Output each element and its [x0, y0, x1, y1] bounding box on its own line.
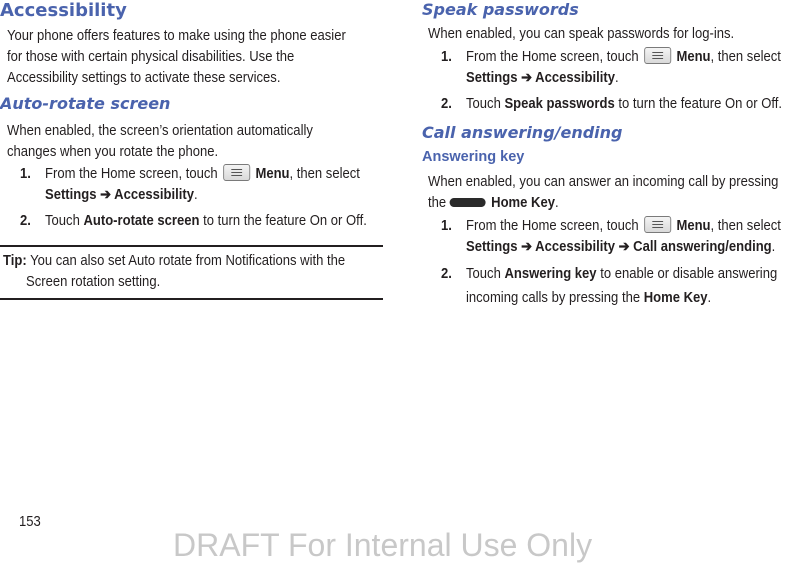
step-1-text: [466, 47, 781, 89]
description-line: changes when you rotate the phone.: [7, 144, 219, 160]
tip-label: Tip:: [3, 253, 27, 269]
step-text: to turn the feature On or Off.: [203, 213, 367, 229]
option-name: Answering key: [504, 266, 597, 282]
description-text: .: [554, 195, 559, 211]
description-line: When enabled, the screen’s orientation automatically: [7, 123, 313, 139]
tip-top-rule: [0, 245, 383, 247]
step-1: [441, 216, 452, 237]
page-title: Accessibility: [0, 0, 127, 21]
step-2-text: [466, 264, 777, 309]
description-text: the: [428, 195, 447, 211]
subsection-heading-answering-key: Answering key: [422, 149, 525, 165]
menu-label: Menu: [255, 166, 290, 182]
tip-text: Screen rotation setting.: [26, 274, 161, 290]
step-text: From the Home screen, touch: [466, 49, 639, 65]
home-key-label: Home Key: [643, 290, 708, 306]
step-number: 2.: [20, 213, 31, 229]
step-text: , then select: [289, 166, 360, 182]
step-2: [441, 94, 452, 115]
step-text: incoming calls by pressing the: [466, 290, 641, 306]
step-1-text: [45, 164, 360, 206]
menu-label: Menu: [676, 218, 711, 234]
intro-line: for those with certain physical disabilities. Use the: [7, 49, 295, 65]
step-text: to enable or disable answering: [600, 266, 778, 282]
intro-line: Accessibility settings to activate these services.: [7, 70, 281, 86]
step-text: .: [193, 187, 198, 203]
step-2: [20, 211, 31, 232]
step-number: 1.: [441, 49, 452, 65]
draft-watermark: DRAFT For Internal Use Only: [173, 527, 593, 563]
settings-path: Settings ➔ Accessibility: [45, 187, 194, 203]
step-text: .: [707, 290, 712, 306]
auto-rotate-description: [7, 121, 313, 163]
step-text: , then select: [710, 218, 781, 234]
step-number: 1.: [20, 166, 31, 182]
step-text: .: [771, 239, 776, 255]
step-text: Touch: [466, 96, 501, 112]
menu-label: Menu: [676, 49, 711, 65]
tip-bottom-rule: [0, 298, 383, 300]
step-text: .: [614, 70, 619, 86]
menu-key-icon: [644, 47, 671, 64]
description-line: [428, 193, 778, 214]
home-key-icon: [450, 198, 486, 207]
option-name: Auto-rotate screen: [83, 213, 200, 229]
step-1: [441, 47, 452, 68]
step-text: Touch: [45, 213, 80, 229]
step-number: 1.: [441, 218, 452, 234]
intro-paragraph: [7, 26, 346, 89]
home-key-label: Home Key: [491, 195, 555, 211]
section-heading-speak-passwords: Speak passwords: [422, 0, 579, 19]
settings-path: Settings ➔ Accessibility: [466, 70, 615, 86]
step-number: 2.: [441, 96, 452, 112]
intro-line: Your phone offers features to make using the phone easier: [7, 28, 346, 44]
section-heading-call-answering: Call answering/ending: [422, 123, 623, 142]
tip-box-line2: [26, 272, 160, 293]
option-name: Speak passwords: [504, 96, 615, 112]
step-number: 2.: [441, 266, 452, 282]
step-1: [20, 164, 31, 185]
step-text: From the Home screen, touch: [45, 166, 218, 182]
step-text: to turn the feature On or Off.: [618, 96, 783, 112]
tip-box: [3, 251, 345, 272]
menu-key-icon: [223, 164, 250, 181]
page-number: 153: [19, 514, 41, 530]
step-2: [441, 264, 452, 285]
menu-key-icon: [644, 216, 671, 233]
step-text: , then select: [710, 49, 781, 65]
description-line: When enabled, you can answer an incoming call by pressing: [428, 174, 779, 190]
section-heading-auto-rotate: Auto-rotate screen: [0, 94, 171, 113]
step-text: From the Home screen, touch: [466, 218, 639, 234]
step-2-text: [466, 94, 782, 115]
speak-description: When enabled, you can speak passwords for log-ins.: [428, 26, 735, 42]
step-1-text: [466, 216, 781, 258]
step-text: Touch: [466, 266, 501, 282]
step-2-text: [45, 211, 367, 232]
answering-key-description: [428, 172, 778, 214]
tip-text: You can also set Auto rotate from Notifications with the: [30, 253, 346, 269]
settings-path: Settings ➔ Accessibility ➔ Call answering/ending: [466, 239, 772, 255]
